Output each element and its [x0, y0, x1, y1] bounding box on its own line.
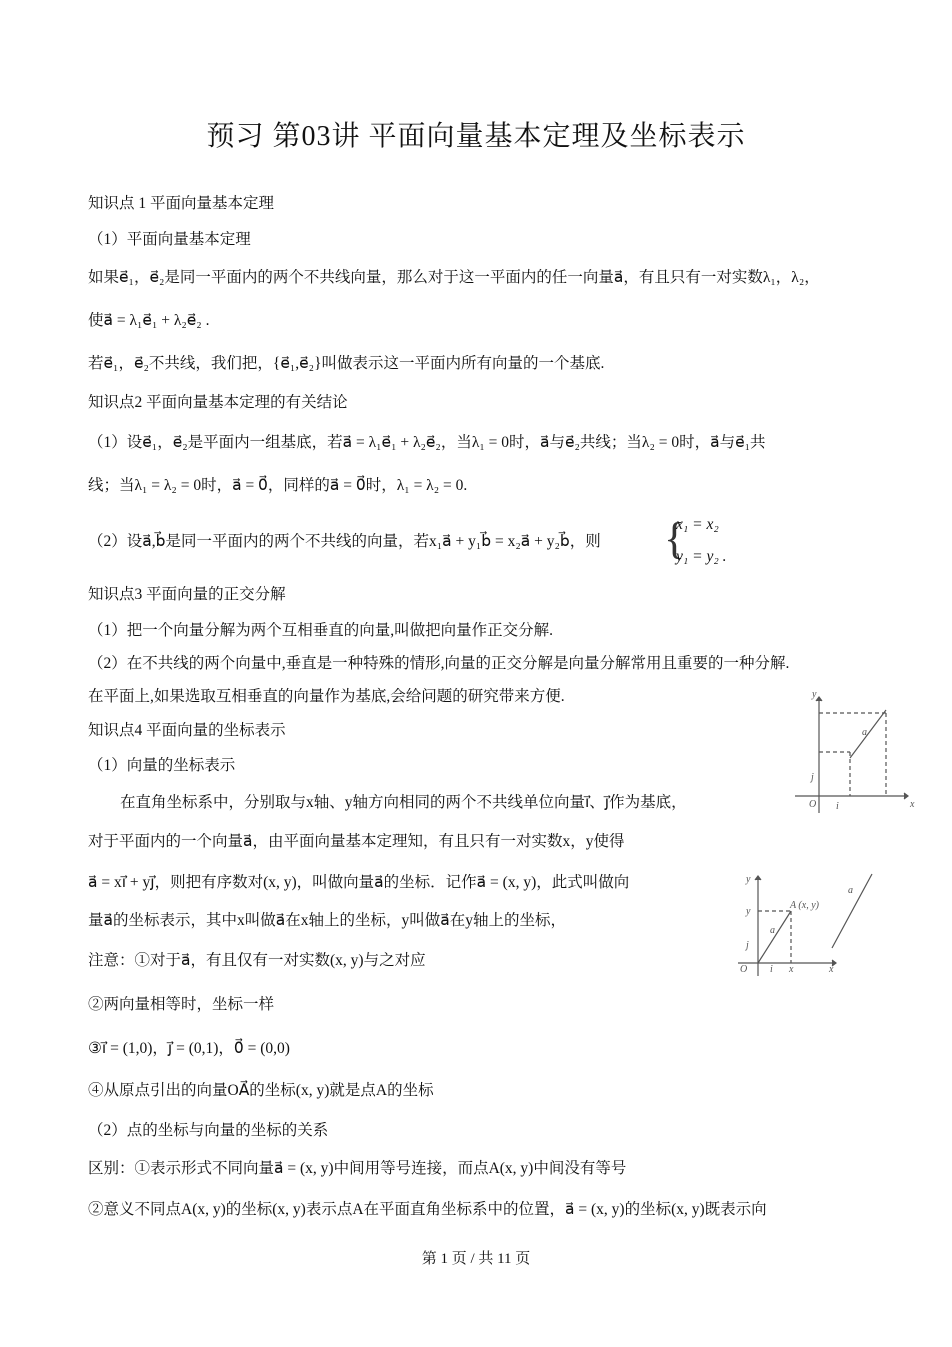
vector-coordinate-figure — [732, 868, 882, 980]
paragraph: （2）在不共线的两个向量中,垂直是一种特殊的情形,向量的正交分解是向量分解常用且重要的一种分解. — [88, 655, 790, 672]
section-heading-3: 知识点3 平面向量的正交分解 — [88, 586, 286, 603]
section-heading-2: 知识点2 平面向量基本定理的有关结论 — [88, 394, 348, 411]
paragraph: 线；当λ₁ = λ₂ = 0时，a⃗ = 0⃗，同样的a⃗ = 0⃗时，λ₁ = λ₂ = 0. — [88, 477, 468, 494]
y-coordinate-label: y — [746, 906, 751, 917]
paragraph: 在平面上,如果选取互相垂直的向量作为基底,会给问题的研究带来方便. — [88, 688, 565, 705]
vector-decomposition-figure — [790, 685, 920, 815]
page-title: 预习 第03讲 平面向量基本定理及坐标表示 — [206, 121, 746, 152]
equation-row: x₁ = x₂ — [676, 516, 719, 533]
note: ③i⃗ = (1,0)，j⃗ = (0,1)，0⃗ = (0,0) — [88, 1040, 290, 1057]
paragraph: 如果e⃗₁，e⃗₂是同一平面内的两个不共线向量，那么对于这一平面内的任一向量a⃗，有且只有一对实数λ₁，λ₂， — [88, 269, 820, 286]
axis-label: y — [746, 874, 751, 885]
vector-a-label: a — [862, 727, 867, 738]
paragraph: 对于平面内的一个向量a⃗，由平面向量基本定理知，有且只有一对实数x，y使得 — [88, 833, 625, 850]
brace: { — [664, 514, 686, 563]
paragraph: （2）设a⃗,b⃗是同一平面内的两个不共线的向量，若x₁a⃗ + y₁b⃗ = x₂a⃗ + y₂b⃗，则 — [88, 533, 601, 550]
origin-label: O — [740, 964, 748, 975]
x-coordinate-label: x — [789, 964, 794, 975]
axis-label: x — [829, 964, 834, 975]
vector-a-label: a — [848, 885, 853, 896]
axis-label: y — [812, 689, 817, 700]
origin-label: O — [809, 799, 817, 810]
subheading: （1）向量的坐标表示 — [88, 757, 236, 774]
page-footer: 第 1 页 / 共 11 页 — [421, 1251, 531, 1267]
section-heading-1: 知识点 1 平面向量基本定理 — [88, 195, 275, 212]
unit-j-label: j — [746, 940, 749, 951]
paragraph: 区别：①表示形式不同向量a⃗ = (x, y)中间用等号连接，而点A(x, y)中间没有等号 — [88, 1160, 627, 1177]
point-a-label: A (x, y) — [790, 900, 819, 911]
paragraph: 若e⃗₁，e⃗₂不共线，我们把，{e⃗₁,e⃗₂}叫做表示这一平面内所有向量的一个基底. — [88, 355, 605, 372]
subheading: （1）平面向量基本定理 — [88, 231, 251, 248]
unit-j-label: j — [811, 772, 814, 783]
subheading: （2）点的坐标与向量的坐标的关系 — [88, 1122, 329, 1139]
paragraph: 在直角坐标系中，分别取与x轴、y轴方向相同的两个不共线单位向量i⃗、j⃗作为基底， — [120, 794, 687, 811]
axis-label: x — [910, 799, 915, 810]
paragraph: （1）设e⃗₁，e⃗₂是平面内一组基底，若a⃗ = λ₁e⃗₁ + λ₂e⃗₂，当λ₁ = 0时，a⃗与e⃗₂共线；当λ₂ = 0时，a⃗与e⃗₁共 — [88, 434, 766, 451]
paragraph: 量a⃗的坐标表示，其中x叫做a⃗在x轴上的坐标，y叫做a⃗在y轴上的坐标， — [88, 912, 566, 929]
unit-i-label: i — [770, 964, 773, 975]
section-heading-4: 知识点4 平面向量的坐标表示 — [88, 722, 286, 739]
vector-a-label: a — [770, 925, 775, 936]
note: ②两向量相等时，坐标一样 — [88, 996, 275, 1013]
note: ④从原点引出的向量OA⃗的坐标(x, y)就是点A的坐标 — [88, 1082, 434, 1099]
paragraph: （1）把一个向量分解为两个互相垂直的向量,叫做把向量作正交分解. — [88, 622, 554, 639]
unit-i-label: i — [836, 801, 839, 812]
note: 注意：①对于a⃗，有且仅有一对实数(x, y)与之对应 — [88, 952, 426, 969]
formula-line: 使a⃗ = λ₁e⃗₁ + λ₂e⃗₂ . — [88, 312, 210, 329]
equation-row: y₁ = y₂ . — [676, 548, 727, 565]
paragraph: a⃗ = xi⃗ + yj⃗，则把有序数对(x, y)，叫做向量a⃗的坐标．记作a⃗ = (x, y)，此式叫做向 — [88, 874, 630, 891]
paragraph: ②意义不同点A(x, y)的坐标(x, y)表示点A在平面直角坐标系中的位置，a⃗ = (x, y)的坐标(x, y)既表示向 — [88, 1201, 767, 1218]
